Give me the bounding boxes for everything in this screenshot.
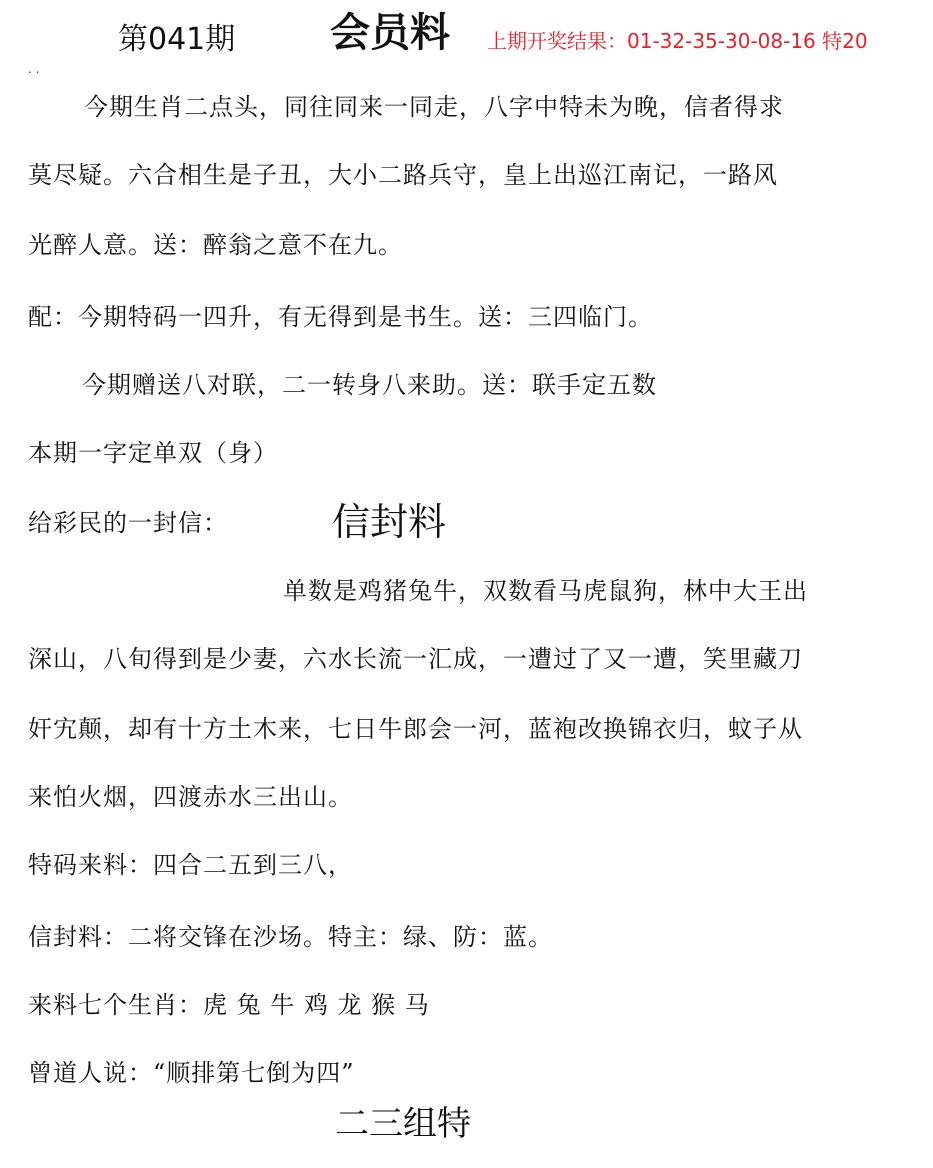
- letter-line-1: 单数是鸡猪兔牛，双数看马虎鼠狗，林中大王出: [283, 577, 808, 605]
- paragraph-line-6: 本期一字定单双（身）: [28, 439, 278, 467]
- paragraph-line-5: 今期赠送八对联，二一转身八来助。送：联手定五数: [82, 371, 657, 399]
- paragraph-line-4: 配：今期特码一四升，有无得到是书生。送：三四临门。: [28, 303, 653, 331]
- corner-dots: . .: [28, 62, 40, 76]
- letter-title: 信封料: [332, 500, 447, 544]
- footer-title: 二三组特: [335, 1104, 471, 1144]
- last-draw-result: 上期开奖结果：01-32-35-30-08-16 特20: [487, 29, 868, 53]
- paragraph-line-1: 今期生肖二点头，同往同来一同走，八字中特未为晚，信者得求: [84, 93, 784, 121]
- letter-line-6: 信封料：二将交锋在沙场。特主：绿、防：蓝。: [28, 923, 553, 951]
- letter-line-5: 特码来料：四合二五到三八，: [28, 851, 353, 879]
- letter-line-3: 奸宄颠，却有十方土木来，七日牛郎会一河，蓝袍改换锦衣归，蚊子从: [28, 715, 803, 743]
- letter-line-8: 曾道人说：“顺排第七倒为四”: [28, 1059, 355, 1087]
- letter-line-7: 来料七个生肖：虎 兔 牛 鸡 龙 猴 马: [28, 991, 430, 1019]
- letter-heading-label: 给彩民的一封信：: [28, 509, 228, 537]
- page-title: 会员料: [330, 9, 450, 56]
- paragraph-line-2: 莫尽疑。六合相生是子丑，大小二路兵守，皇上出巡江南记，一路风: [28, 161, 778, 189]
- letter-line-4: 来怕火烟，四渡赤水三出山。: [28, 783, 353, 811]
- letter-line-2: 深山，八旬得到是少妻，六水长流一汇成，一遭过了又一遭，笑里藏刀: [28, 645, 803, 673]
- paragraph-line-3: 光醉人意。送：醉翁之意不在九。: [28, 231, 403, 259]
- issue-number: 第041期: [118, 22, 236, 57]
